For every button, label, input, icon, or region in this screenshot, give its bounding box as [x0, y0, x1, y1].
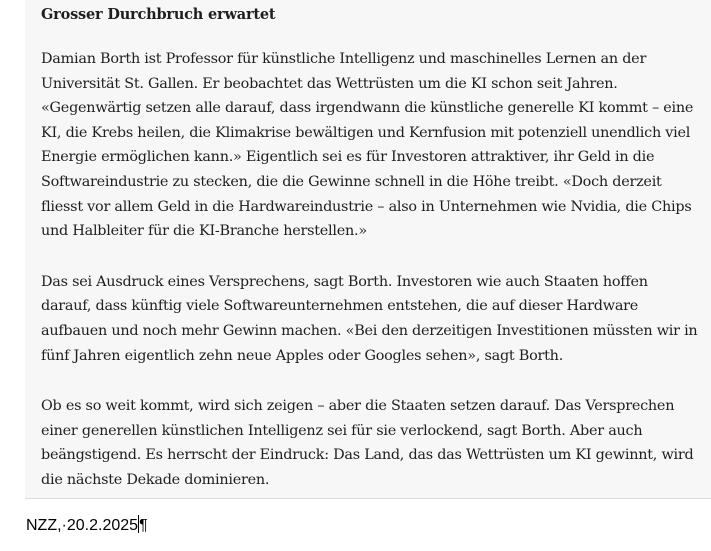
- image-bottom-edge: [25, 498, 711, 499]
- article-paragraph-3: Ob es so weit kommt, wird sich zeigen – aber die Staaten setzen darauf. Das Versprechen einer generellen künstlichen Intelligenz sei für sie verlockend, sagt Borth. Aber auch beängstigend. Es herrscht der Eindruck: Das Land, das das Wettrüsten um KI gewinnt, wird die nächste Dekade dominieren.: [41, 398, 694, 488]
- document-text-line[interactable]: [26, 515, 148, 537]
- article-heading: Grosser Durchbruch erwartet: [41, 6, 276, 23]
- paragraph-mark: ¶: [139, 517, 148, 534]
- pasted-article-image: [25, 0, 711, 498]
- article-paragraph-1: Damian Borth ist Professor für künstliche Intelligenz und maschinelles Lernen an der Universität St. Gallen. Er beobachtet das Wettrüsten um die KI schon seit Jahren. «Gegenwärtig setzen alle darauf, dass irgendwann die künstliche generelle KI kommt – eine KI, die Krebs heilen, die Klimakrise bewältigen und Kernfusion mit potenziell unendlich viel Energie ermöglichen kann.» Eigentlich sei es für Investoren attraktiver, ihr Geld in die Softwareindustrie zu stecken, die die Gewinne schnell in die Höhe treibt. «Doch derzeit fliesst vor allem Geld in die Hardwareindustrie – also in Unternehmen wie Nvidia, die Chips und Halbleiter für die KI-Branche herstellen.»: [41, 51, 694, 240]
- source-citation[interactable]: NZZ,·20.2.2025: [26, 517, 139, 534]
- article-paragraph-2: Das sei Ausdruck eines Versprechens, sagt Borth. Investoren wie auch Staaten hoffen darauf, dass künftig viele Softwareunternehmen entstehen, die auf dieser Hardware aufbauen und noch mehr Gewinn machen. «Bei den derzeitigen Investitionen müssten wir in fünf Jahren eigentlich zehn neue Apples oder Googles sehen», sagt Borth.: [41, 273, 698, 364]
- article-content: [41, 4, 701, 498]
